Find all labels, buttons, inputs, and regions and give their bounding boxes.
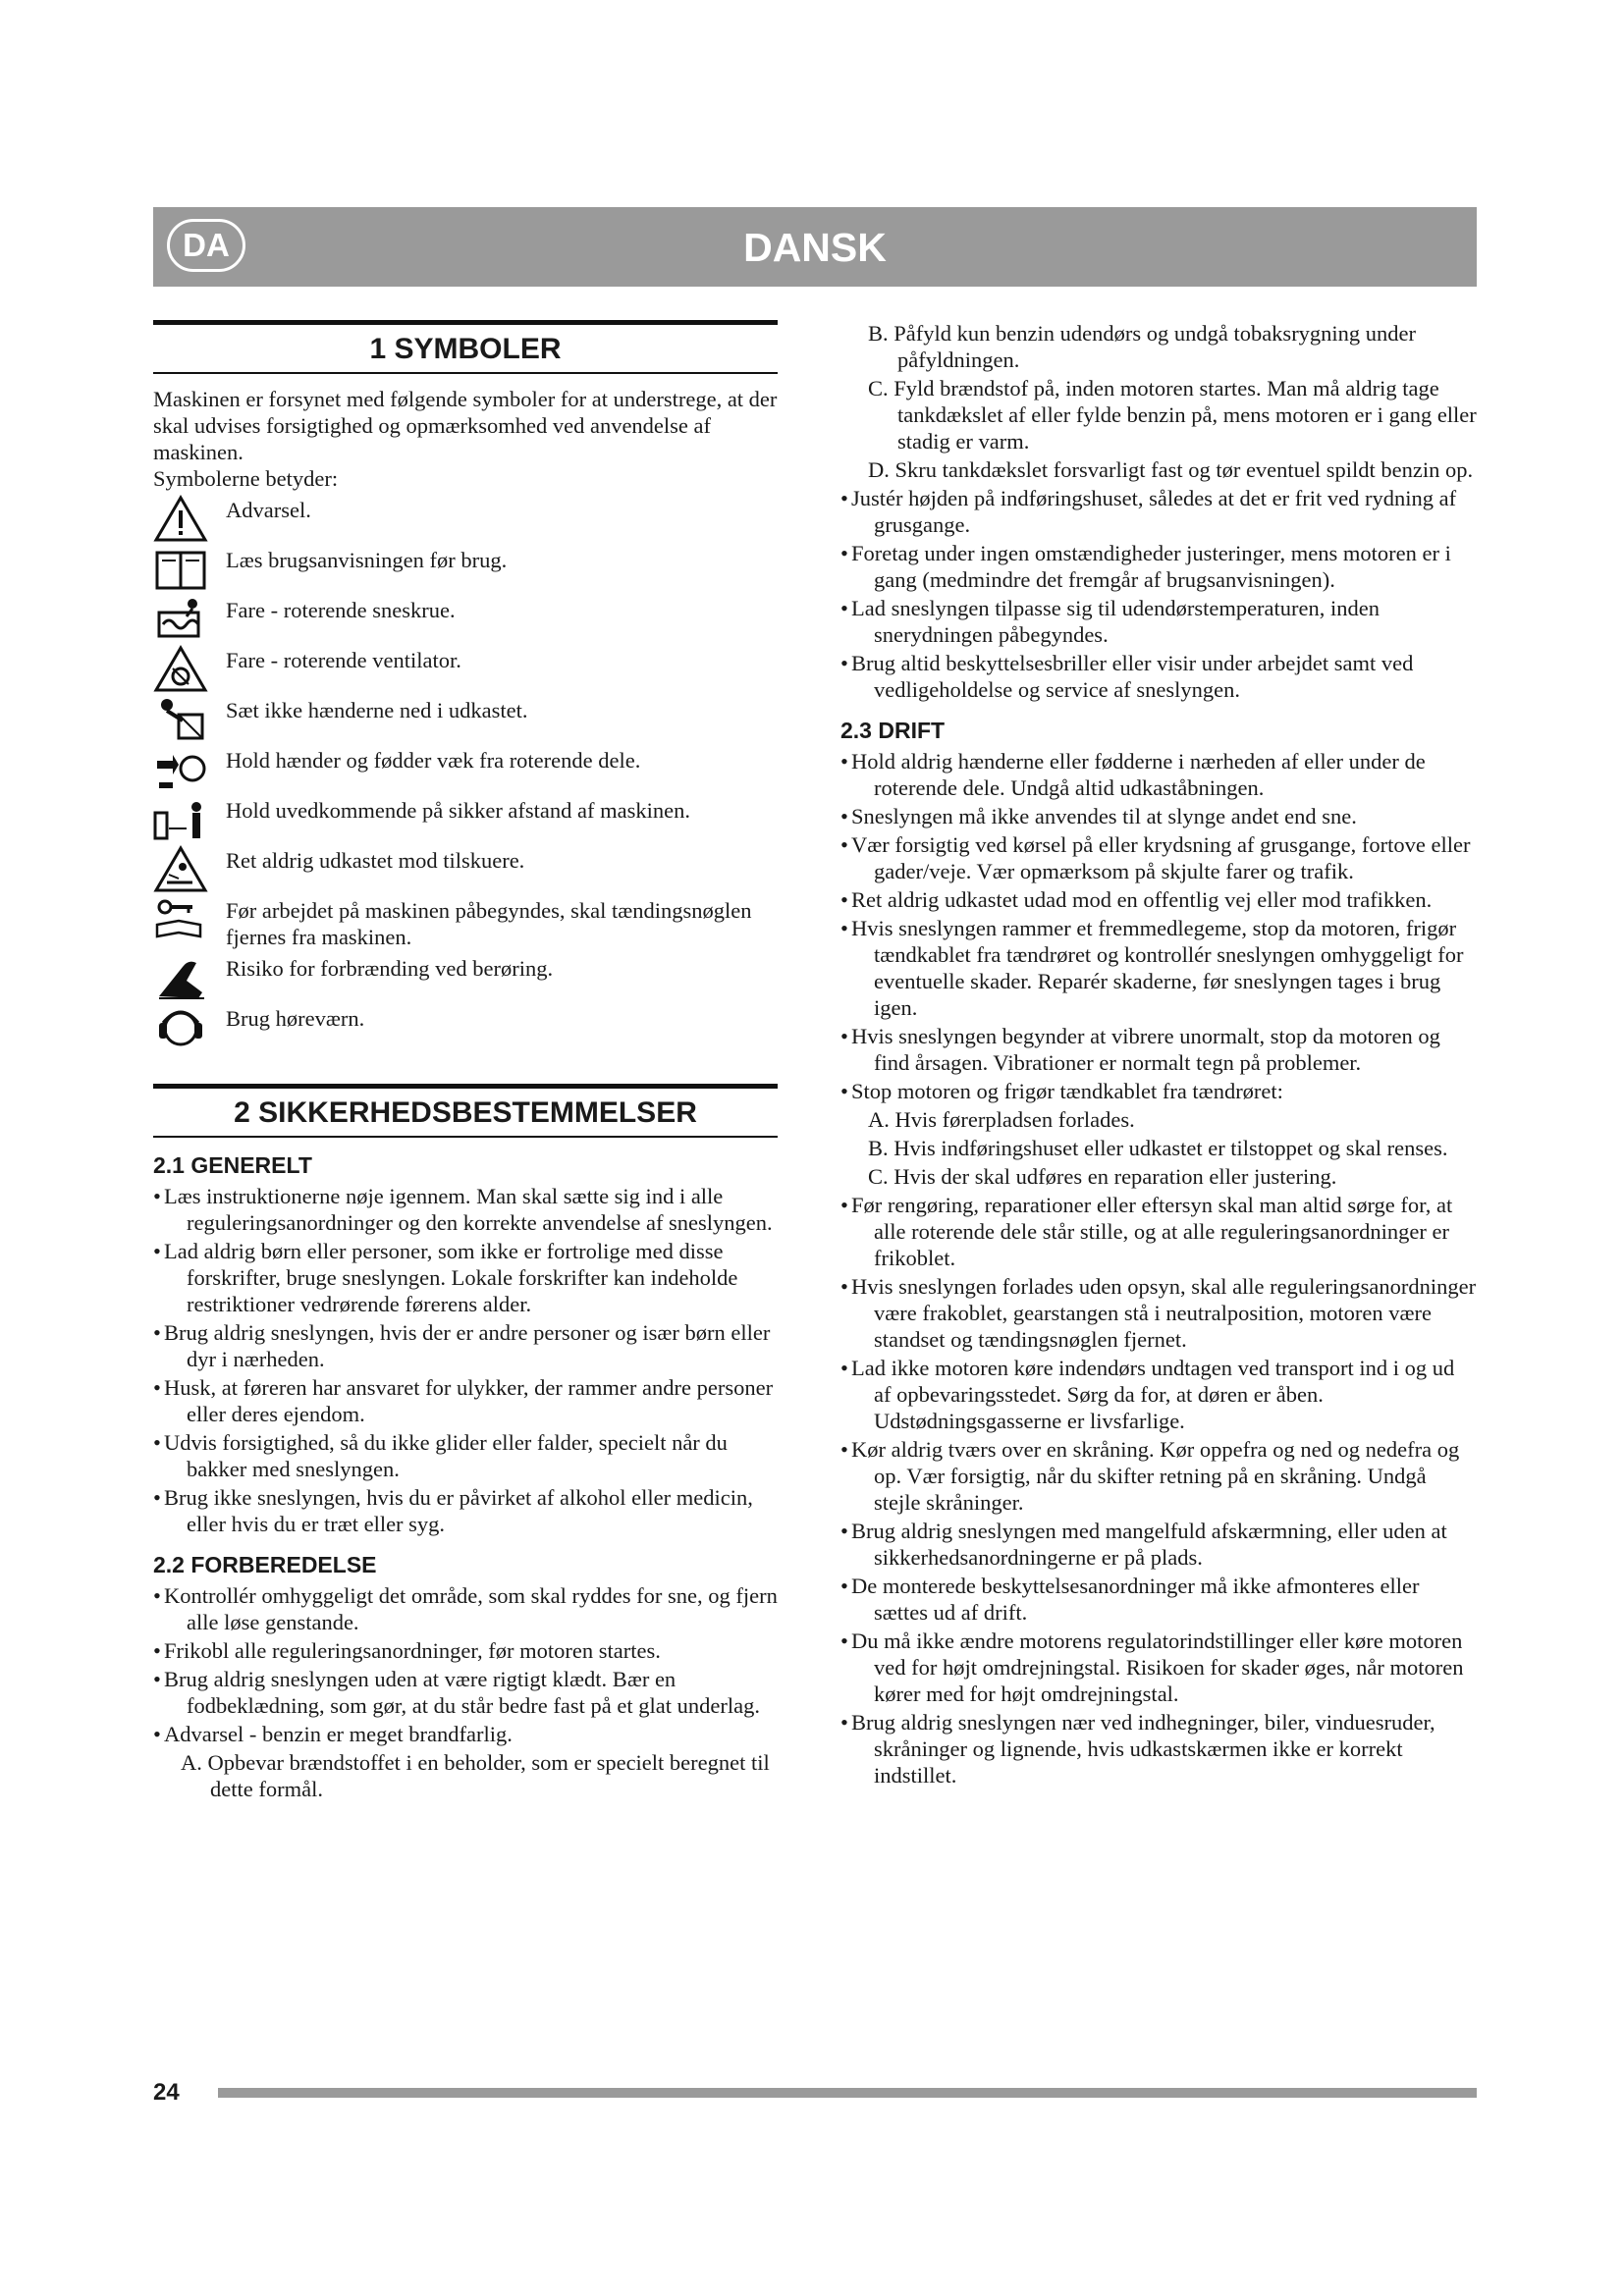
right-column bbox=[840, 320, 1477, 1790]
list-item: • Husk, at føreren har ansvaret for ulykker, der rammer andre personer eller deres ejendom. bbox=[153, 1375, 774, 1426]
symbol-label: Hold uvedkommende på sikker afstand af maskinen. bbox=[226, 798, 690, 823]
list-item: • Brug aldrig sneslyngen, hvis der er andre personer og især børn eller dyr i nærheden. bbox=[153, 1320, 771, 1371]
list-item: • De monterede beskyttelsesanordninger må ikke afmonteres eller sættes ud af drift. bbox=[840, 1574, 1420, 1625]
symbol-label: Før arbejdet på maskinen påbegyndes, skal tændingsnøglen fjernes fra maskinen. bbox=[226, 898, 752, 949]
sub-list-item: B. Hvis indføringshuset eller udkastet er tilstoppet og skal renses. bbox=[868, 1136, 1448, 1160]
section-1-intro: Maskinen er forsynet med følgende symboler for at understrege, at der skal udvises forsigtighed og opmærksomhed ved anvendelse af maskinen. bbox=[153, 387, 778, 464]
symbol-label: Risiko for forbrænding ved berøring. bbox=[226, 956, 554, 981]
symbol-row bbox=[153, 953, 778, 1000]
list-item: • Brug ikke sneslyngen, hvis du er påvirket af alkohol eller medicin, eller hvis du er træt eller syg. bbox=[153, 1485, 753, 1536]
symbol-label: Fare - roterende sneskrue. bbox=[226, 598, 456, 622]
symbol-row bbox=[153, 745, 778, 792]
sub-list-item: C. Fyld brændstof på, inden motoren startes. Man må aldrig tage tankdækslet af eller fylde benzin på, mens motoren er i gang eller stadig er varm. bbox=[868, 376, 1477, 454]
symbol-label: Advarsel. bbox=[226, 498, 311, 522]
sub-list-item: A. Hvis førerpladsen forlades. bbox=[868, 1107, 1135, 1132]
symbol-row bbox=[153, 545, 778, 592]
ear-protection-icon bbox=[153, 1003, 214, 1050]
symbol-row bbox=[153, 495, 778, 542]
symbols-meaning: Symbolerne betyder: bbox=[153, 466, 339, 491]
section-2-title: 2 SIKKERHEDSBESTEMMELSER bbox=[153, 1084, 778, 1138]
hands-feet-icon bbox=[153, 745, 214, 792]
list-item: • Ret aldrig udkastet udad mod en offentlig vej eller mod trafikken. bbox=[840, 887, 1433, 912]
rotating-fan-icon bbox=[153, 645, 214, 692]
sub-list-item: A. Opbevar brændstoffet i en beholder, som er specielt beregnet til dette formål. bbox=[181, 1750, 770, 1801]
language-banner bbox=[153, 207, 1477, 287]
list-item: • Vær forsigtig ved kørsel på eller krydsning af grusgange, fortove eller gader/veje. Vær opmærksom på skjulte farer og trafik. bbox=[840, 832, 1471, 883]
list-item: • Kontrollér omhyggeligt det område, som skal ryddes for sne, og fjern alle løse genstande. bbox=[153, 1583, 778, 1634]
forberedelse-list-continued bbox=[840, 320, 1477, 703]
symbol-label: Læs brugsanvisningen før brug. bbox=[226, 548, 508, 572]
list-item: • Lad sneslyngen tilpasse sig til udendørstemperaturen, inden snerydningen påbegyndes. bbox=[840, 596, 1380, 647]
list-item: • Brug aldrig sneslyngen med mangelfuld afskærmning, eller uden at sikkerhedsanordningerne er på plads. bbox=[840, 1519, 1447, 1570]
list-item: • Sneslyngen må ikke anvendes til at slynge andet end sne. bbox=[840, 804, 1357, 828]
left-column bbox=[153, 320, 778, 1804]
language-code-badge: DA bbox=[167, 219, 245, 272]
list-item: • Justér højden på indføringshuset, således at det er frit ved rydning af grusgange. bbox=[840, 486, 1457, 537]
symbol-row bbox=[153, 795, 778, 842]
list-item: • Foretag under ingen omstændigheder justeringer, mens motoren er i gang (medmindre det fremgår af brugsanvisningen). bbox=[840, 541, 1451, 592]
list-item: • Før rengøring, reparationer eller eftersyn skal man altid sørge for, at alle roterende dele står stille, og at alle reguleringsanordninger er frikoblet. bbox=[840, 1193, 1453, 1270]
subsection-2-2-title: 2.2 FORBEREDELSE bbox=[153, 1552, 377, 1577]
symbol-list bbox=[153, 495, 778, 1050]
symbol-row bbox=[153, 1003, 778, 1050]
list-item: • Lad aldrig børn eller personer, som ikke er fortrolige med disse forskrifter, bruge sneslyngen. Lokale forskrifter kan indeholde restriktioner vedrørende førerens alder. bbox=[153, 1239, 738, 1316]
discharge-bystanders-icon bbox=[153, 845, 214, 892]
book-icon bbox=[153, 545, 214, 592]
list-item: • Udvis forsigtighed, så du ikke glider eller falder, specielt når du bakker med sneslyngen. bbox=[153, 1430, 728, 1481]
list-item: • Stop motoren og frigør tændkablet fra tændrøret: bbox=[840, 1079, 1283, 1103]
list-item: • Lad ikke motoren køre indendørs undtagen ved transport ind i og ud af opbevaringsstedet. Sørg da for, at døren er åben. Udstødningsgasserne er livsfarlige. bbox=[840, 1356, 1455, 1433]
list-item: • Brug aldrig sneslyngen uden at være rigtigt klædt. Bær en fodbeklædning, som gør, at du står bedre fast på et glat underlag. bbox=[153, 1667, 760, 1718]
symbol-row bbox=[153, 595, 778, 642]
list-item: • Læs instruktionerne nøje igennem. Man skal sætte sig ind i alle reguleringsanordninger og den korrekte anvendelse af sneslyngen. bbox=[153, 1184, 773, 1235]
section-1-title: 1 SYMBOLER bbox=[153, 320, 778, 374]
symbol-row bbox=[153, 845, 778, 892]
subsection-2-3-title: 2.3 DRIFT bbox=[840, 718, 946, 743]
list-item: • Advarsel - benzin er meget brandfarlig. bbox=[153, 1722, 513, 1746]
remove-key-icon bbox=[153, 895, 214, 942]
list-item: • Brug altid beskyttelsesbriller eller visir under arbejdet samt ved vedligeholdelse og service af sneslyngen. bbox=[840, 651, 1414, 702]
sub-list-item: C. Hvis der skal udføres en reparation eller justering. bbox=[868, 1164, 1337, 1189]
list-item: • Hvis sneslyngen rammer et fremmedlegeme, stop da motoren, frigør tændkablet fra tændrøret og kontrollér sneslyngen omhyggeligt for eventuelle skader. Reparér skaderne, før sneslyngen tages i brug igen. bbox=[840, 916, 1464, 1020]
forberedelse-list bbox=[153, 1582, 778, 1802]
warning-triangle-icon bbox=[153, 495, 214, 542]
list-item: • Hvis sneslyngen begynder at vibrere unormalt, stop da motoren og find årsagen. Vibrationer er normalt tegn på problemer. bbox=[840, 1024, 1440, 1075]
list-item: • Hold aldrig hænderne eller fødderne i nærheden af eller under de roterende dele. Undgå altid udkaståbningen. bbox=[840, 749, 1426, 800]
hand-in-chute-icon bbox=[153, 695, 214, 742]
symbol-label: Hold hænder og fødder væk fra roterende dele. bbox=[226, 748, 641, 773]
page-number: 24 bbox=[153, 2079, 180, 2106]
symbol-label: Ret aldrig udkastet mod tilskuere. bbox=[226, 848, 525, 873]
symbol-row bbox=[153, 695, 778, 742]
sub-list-item: D. Skru tankdækslet forsvarligt fast og tør eventuel spildt benzin op. bbox=[868, 457, 1474, 482]
sub-list-item: B. Påfyld kun benzin udendørs og undgå tobaksrygning under påfyldningen. bbox=[868, 321, 1417, 372]
language-title: DANSK bbox=[743, 225, 887, 270]
rotating-auger-icon bbox=[153, 595, 214, 642]
drift-list bbox=[840, 748, 1477, 1789]
symbol-label: Brug høreværn. bbox=[226, 1006, 365, 1031]
list-item: • Du må ikke ændre motorens regulatorindstillinger eller køre motoren ved for højt omdrejningstal. Risikoen for skader øges, når motoren kører med for højt omdrejningstal. bbox=[840, 1629, 1464, 1706]
keep-distance-icon bbox=[153, 795, 214, 842]
symbol-label: Fare - roterende ventilator. bbox=[226, 648, 461, 672]
symbol-row bbox=[153, 645, 778, 692]
generelt-list bbox=[153, 1183, 778, 1537]
hot-surface-icon bbox=[153, 953, 214, 1000]
subsection-2-1-title: 2.1 GENERELT bbox=[153, 1152, 312, 1178]
list-item: • Frikobl alle reguleringsanordninger, før motoren startes. bbox=[153, 1638, 661, 1663]
list-item: • Brug aldrig sneslyngen nær ved indhegninger, biler, vinduesruder, skråninger og lignende, hvis udkastskærmen ikke er korrekt indstillet. bbox=[840, 1710, 1435, 1788]
symbol-label: Sæt ikke hænderne ned i udkastet. bbox=[226, 698, 528, 722]
symbol-row bbox=[153, 895, 778, 950]
footer-rule bbox=[218, 2088, 1477, 2098]
list-item: • Kør aldrig tværs over en skråning. Kør oppefra og ned og nedefra og op. Vær forsigtig, når du skifter retning på en skråning. Undgå stejle skråninger. bbox=[840, 1437, 1460, 1515]
list-item: • Hvis sneslyngen forlades uden opsyn, skal alle reguleringsanordninger være frakoblet, gearstangen stå i neutralposition, motoren være standset og tændingsnøglen fjernet. bbox=[840, 1274, 1477, 1352]
